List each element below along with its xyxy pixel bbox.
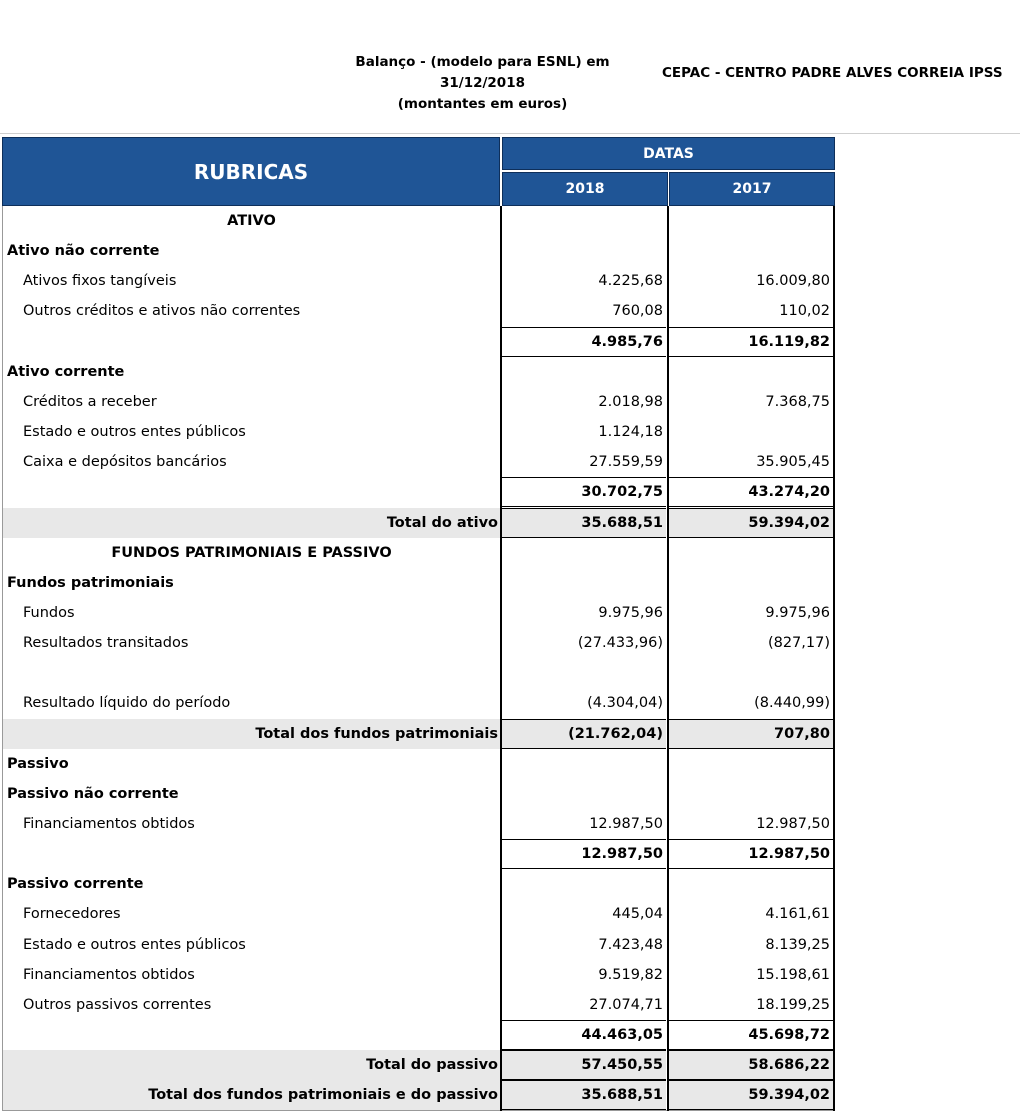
value-2017: 45.698,72 [669, 1020, 833, 1050]
table-row [3, 628, 834, 658]
title-line-3: (montantes em euros) [397, 96, 568, 112]
row-label: Ativo não corrente [7, 243, 160, 260]
header-divider [0, 133, 1020, 134]
value-2017 [669, 779, 833, 809]
row-label: Ativo corrente [7, 363, 125, 380]
value-2017: 59.394,02 [669, 1080, 833, 1110]
table-row [3, 960, 834, 990]
table-row [3, 387, 834, 417]
row-label [3, 477, 500, 507]
value-2018 [502, 779, 666, 809]
value-2017 [669, 568, 833, 598]
balance-table-body [2, 206, 835, 1111]
row-label: Outros passivos correntes [23, 996, 212, 1013]
table-row [3, 598, 834, 628]
value-2017: 707,80 [669, 719, 833, 749]
row-label: ATIVO [227, 213, 276, 229]
table-row [3, 839, 834, 869]
value-2017: 35.905,45 [756, 454, 830, 471]
value-2018: 35.688,51 [502, 1080, 666, 1110]
row-label: Fundos patrimoniais [7, 574, 174, 591]
table-row [3, 417, 834, 447]
value-2018: 9.519,82 [598, 966, 663, 983]
value-2017: 12.987,50 [669, 839, 833, 869]
row-label: FUNDOS PATRIMONIAIS E PASSIVO [111, 544, 392, 561]
title-line-2: 31/12/2018 [439, 75, 525, 91]
value-2017 [669, 357, 833, 387]
value-2017 [669, 417, 833, 447]
value-2018: (21.762,04) [502, 719, 666, 749]
row-label: Passivo não corrente [7, 785, 179, 802]
value-2017: 43.274,20 [669, 477, 833, 507]
value-2018: (4.304,04) [587, 695, 663, 712]
table-row [3, 538, 834, 568]
value-2018: 12.987,50 [589, 816, 663, 832]
table-header [0, 137, 835, 206]
value-2018: 27.074,71 [589, 996, 663, 1013]
row-label: Fornecedores [23, 906, 121, 923]
value-2018: 57.450,55 [502, 1050, 666, 1080]
value-2018: 4.985,76 [502, 327, 666, 357]
year-2018-header: 2018 [502, 172, 668, 206]
table-row [3, 1050, 834, 1080]
table-row [3, 357, 834, 387]
value-2017: 4.161,61 [765, 906, 830, 923]
year-2017-header: 2017 [669, 172, 835, 206]
table-row [3, 990, 834, 1020]
title-line-1: Balanço - (modelo para ESNL) em [355, 54, 610, 70]
table-row [3, 869, 834, 899]
row-label: Resultado líquido do período [23, 695, 231, 712]
row-label: Estado e outros entes públicos [23, 424, 246, 441]
value-2017: 18.199,25 [756, 996, 830, 1013]
table-row [3, 779, 834, 809]
value-2018: 9.975,96 [598, 604, 663, 621]
value-2018: 760,08 [612, 303, 663, 320]
value-2018: 2.018,98 [598, 393, 663, 410]
value-2017: 16.009,80 [756, 273, 830, 290]
value-2018: 30.702,75 [502, 477, 666, 507]
row-label: Passivo corrente [7, 876, 144, 893]
value-2017: 8.139,25 [765, 936, 830, 953]
value-2017: 16.119,82 [669, 327, 833, 357]
column-divider [833, 206, 835, 1111]
value-2018 [502, 236, 666, 266]
value-2017: 58.686,22 [669, 1050, 833, 1080]
table-row [3, 749, 834, 779]
value-2018: 12.987,50 [502, 839, 666, 869]
table-row [3, 327, 834, 357]
value-2017: 12.987,50 [756, 816, 830, 832]
table-row [3, 508, 834, 538]
table-row [3, 447, 834, 477]
value-2018: 4.225,68 [598, 273, 663, 290]
table-row [3, 206, 834, 236]
value-2018 [502, 869, 666, 899]
value-2018 [502, 568, 666, 598]
row-label: Caixa e depósitos bancários [23, 454, 227, 471]
table-row [3, 688, 834, 718]
row-label [3, 658, 500, 688]
value-2017 [669, 869, 833, 899]
value-2018: 445,04 [612, 906, 663, 923]
row-label: Total dos fundos patrimoniais e do passivo [3, 1080, 500, 1110]
value-2017: 7.368,75 [765, 393, 830, 410]
table-row [3, 809, 834, 839]
row-label: Outros créditos e ativos não correntes [23, 303, 301, 320]
column-divider [667, 206, 669, 1111]
value-2017: 59.394,02 [669, 508, 833, 538]
rubricas-header: RUBRICAS [2, 137, 500, 206]
table-row [3, 568, 834, 598]
row-label: Total do passivo [3, 1050, 500, 1080]
document-title [340, 52, 625, 115]
table-row [3, 236, 834, 266]
table-row [3, 296, 834, 326]
company-name: CEPAC - CENTRO PADRE ALVES CORREIA IPSS [662, 65, 1003, 81]
column-divider [500, 206, 502, 1111]
value-2017 [669, 658, 833, 688]
row-label: Passivo [7, 755, 69, 772]
row-label: Ativos fixos tangíveis [23, 273, 177, 290]
row-label: Financiamentos obtidos [23, 966, 195, 983]
value-2017: 15.198,61 [756, 966, 830, 983]
value-2018 [502, 658, 666, 688]
table-row [3, 719, 834, 749]
value-2018: 1.124,18 [598, 424, 663, 441]
value-2018: (27.433,96) [577, 635, 663, 652]
row-label: Estado e outros entes públicos [23, 936, 246, 953]
row-label [3, 327, 500, 357]
row-label: Fundos [23, 604, 75, 621]
table-row [3, 266, 834, 296]
table-row [3, 899, 834, 929]
row-label: Total dos fundos patrimoniais [3, 719, 500, 749]
value-2018 [502, 538, 666, 568]
row-label [3, 1020, 500, 1050]
table-row [3, 1020, 834, 1050]
value-2017: (8.440,99) [754, 695, 830, 712]
row-label: Total do ativo [3, 508, 500, 538]
value-2018: 44.463,05 [502, 1020, 666, 1050]
table-row [3, 477, 834, 507]
value-2017: (827,17) [767, 635, 830, 652]
value-2018 [502, 206, 666, 236]
row-label: Créditos a receber [23, 393, 157, 410]
value-2018: 7.423,48 [598, 936, 663, 953]
row-label: Resultados transitados [23, 635, 189, 652]
value-2018 [502, 749, 666, 779]
row-label [3, 839, 500, 869]
value-2018 [502, 357, 666, 387]
value-2017 [669, 206, 833, 236]
row-label: Financiamentos obtidos [23, 816, 195, 832]
value-2018: 27.559,59 [589, 454, 663, 471]
value-2017 [669, 538, 833, 568]
table-row [3, 930, 834, 960]
value-2018: 35.688,51 [502, 508, 666, 538]
value-2017 [669, 236, 833, 266]
value-2017: 9.975,96 [765, 604, 830, 621]
value-2017: 110,02 [779, 303, 830, 320]
datas-header: DATAS [502, 137, 835, 170]
table-row [3, 658, 834, 688]
value-2017 [669, 749, 833, 779]
table-row [3, 1080, 834, 1110]
